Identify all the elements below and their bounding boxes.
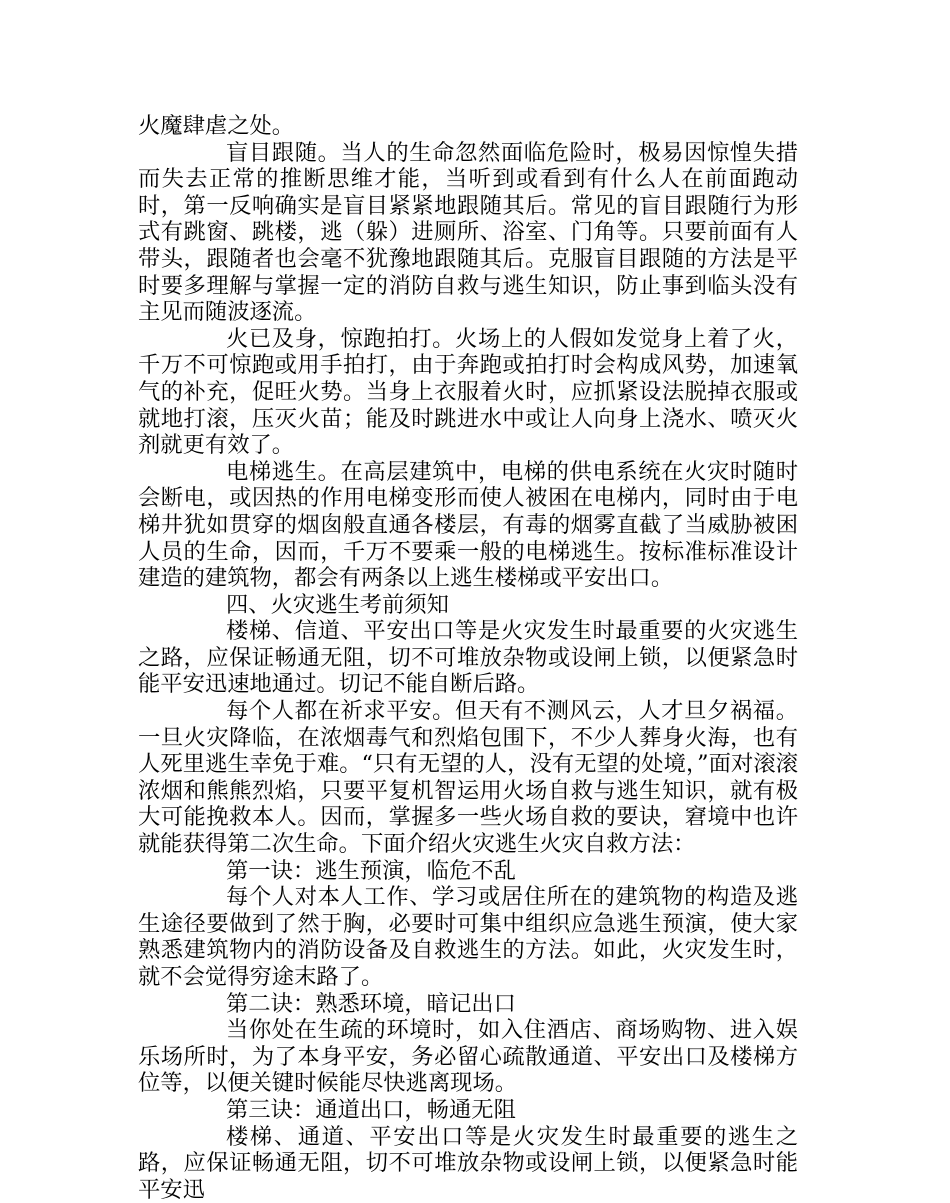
document-page — [138, 113, 798, 1203]
paragraph-blind-following: 盲目跟随。当人的生命忽然面临危险时，极易因惊惶失措而失去正常的推断思维才能，当听到或看到有什么人在前面跑动时，第一反响确实是盲目紧紧地跟随其后。常见的盲目跟随行为形式有跳窗、跳楼，逃（躲）进厕所、浴室、门角等。只要前面有人带头，跟随者也会毫不犹豫地跟随其后。克服盲目跟随的方法是平时要多理解与掌握一定的消防自救与逃生知识，防止事到临头没有主见而随波逐流。 — [138, 139, 798, 326]
paragraph-continuation: 火魔肆虐之处。 — [138, 113, 295, 139]
paragraph-stairs-passages: 楼梯、信道、平安出口等是火灾发生时最重要的火灾逃生之路，应保证畅通无阻，切不可堆放杂物或设闸上锁，以便紧急时能平安迅速地通过。切记不能自断后路。 — [138, 618, 798, 698]
paragraph-tip-2: 当你处在生疏的环境时，如入住酒店、商场购物、进入娱乐场所时，为了本身平安，务必留心疏散通道、平安出口及楼梯方位等，以便关键时候能尽快逃离现场。 — [138, 1017, 798, 1097]
paragraph-elevator-escape: 电梯逃生。在高层建筑中，电梯的供电系统在火灾时随时会断电，或因热的作用电梯变形而使人被困在电梯内，同时由于电梯井犹如贯穿的烟囱般直通各楼层，有毒的烟雾直截了当威胁被困人员的生命，因而，千万不要乘一般的电梯逃生。按标准标准设计建造的建筑物，都会有两条以上逃生楼梯或平安出口。 — [138, 458, 798, 592]
section-heading-precautions: 四、火灾逃生考前须知 — [226, 591, 449, 618]
paragraph-tip-3: 楼梯、通道、平安出口等是火灾发生时最重要的逃生之路，应保证畅通无阻，切不可堆放杂物或设闸上锁，以便紧急时能平安迅 — [138, 1123, 798, 1203]
paragraph-pray-for-safety: 每个人都在祈求平安。但天有不测风云，人才旦夕祸福。一旦火灾降临，在浓烟毒气和烈焰包围下，不少人葬身火海，也有人死里逃生幸免于难。“只有无望的人，没有无望的处境，”面对滚滚浓烟和熊熊烈焰，只要平复机智运用火场自救与逃生知识，就有极大可能挽救本人。因而，掌握多一些火场自救的要诀，窘境中也许就能获得第二次生命。下面介绍火灾逃生火灾自救方法： — [138, 698, 798, 858]
tip-heading-2: 第二诀：熟悉环境，暗记出口 — [226, 990, 516, 1017]
paragraph-tip-1: 每个人对本人工作、学习或居住所在的建筑物的构造及逃生途径要做到了然于胸，必要时可集中组织应急逃生预演，使大家熟悉建筑物内的消防设备及自救逃生的方法。如此，火灾发生时，就不会觉得穷途末路了。 — [138, 884, 798, 990]
tip-heading-3: 第三诀：通道出口，畅通无阻 — [226, 1096, 516, 1123]
paragraph-fire-on-body: 火已及身，惊跑拍打。火场上的人假如发觉身上着了火，千万不可惊跑或用手拍打，由于奔跑或拍打时会构成风势，加速氧气的补充，促旺火势。当身上衣服着火时，应抓紧设法脱掉衣服或就地打滚，压灭火苗；能及时跳进水中或让人向身上浇水、喷灭火剂就更有效了。 — [138, 325, 798, 459]
tip-heading-1: 第一诀：逃生预演，临危不乱 — [226, 857, 516, 884]
